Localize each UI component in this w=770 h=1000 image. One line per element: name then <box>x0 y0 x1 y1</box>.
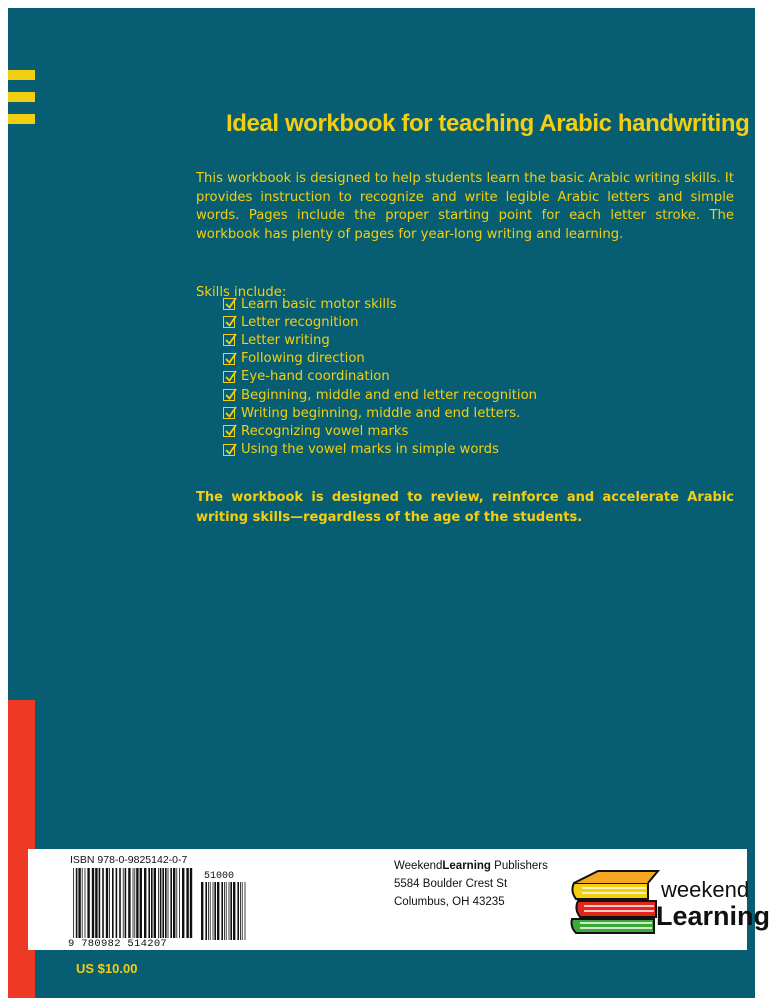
barcode-bar <box>99 868 101 938</box>
barcode-bar <box>240 882 241 940</box>
books-logo-icon <box>568 867 660 939</box>
barcode-bar <box>226 882 227 940</box>
closing-note: The workbook is designed to review, reinforce and accelerate Arabic writing skills—regardless of the age of the students. <box>196 490 734 525</box>
yellow-stripe <box>8 92 35 102</box>
barcode-bar <box>112 868 114 938</box>
skill-label: Letter recognition <box>241 314 359 330</box>
barcode-bar <box>233 882 235 940</box>
skill-item <box>223 295 537 313</box>
barcode-bar <box>85 868 86 938</box>
addon-digits: 51000 <box>204 871 235 882</box>
barcode-bar <box>154 868 156 938</box>
barcode-bar <box>119 868 121 938</box>
skill-item <box>223 441 537 459</box>
skill-item <box>223 422 537 440</box>
skill-label: Writing beginning, middle and end letters. <box>241 405 521 421</box>
barcode-bar <box>116 868 118 938</box>
barcode-bar <box>210 882 211 940</box>
barcode-bar <box>109 868 110 938</box>
barcode-bar <box>148 868 150 938</box>
barcode-bar <box>208 882 209 940</box>
publisher-block <box>394 857 548 911</box>
barcode-bar <box>230 882 232 940</box>
barcode-bar <box>123 868 124 938</box>
barcode-bar <box>168 868 169 938</box>
barcode-bar <box>229 882 230 940</box>
barcode-bar <box>106 868 108 938</box>
barcode-bar <box>102 868 104 938</box>
barcode-bar <box>133 868 134 938</box>
publisher-city: Columbus, OH 43235 <box>394 896 505 908</box>
isbn-label: ISBN 978-0-9825142-0-7 <box>70 854 188 866</box>
barcode-bar <box>82 868 83 938</box>
skill-item <box>223 331 537 349</box>
checkbox-icon <box>223 353 235 365</box>
barcode-bar <box>140 868 142 938</box>
barcode-bar <box>186 868 188 938</box>
barcode-bar <box>237 882 239 940</box>
barcode-bar <box>144 868 146 938</box>
barcode-bar <box>160 868 162 938</box>
barcode-bar <box>95 868 97 938</box>
skill-label: Letter writing <box>241 332 330 348</box>
skill-item <box>223 386 537 404</box>
barcode-bar <box>125 868 127 938</box>
isbn-barcode <box>72 868 194 938</box>
logo-text-weekend: weekend <box>661 877 750 902</box>
barcode-bar <box>182 868 184 938</box>
barcode-bar <box>190 868 192 938</box>
yellow-stripe <box>8 70 35 80</box>
price-addon-barcode <box>200 868 246 940</box>
barcode-bar <box>170 868 172 938</box>
barcode-bar <box>92 868 94 938</box>
barcode-bar <box>165 868 167 938</box>
publisher-street: 5584 Boulder Crest St <box>394 878 508 890</box>
skill-item <box>223 350 537 368</box>
checkbox-icon <box>223 334 235 346</box>
barcode-bar <box>173 868 175 938</box>
barcode-bar <box>78 868 80 938</box>
barcode-digits: 9 780982 514207 <box>68 938 168 950</box>
barcode-bar <box>76 868 78 938</box>
skill-label: Learn basic motor skills <box>241 296 397 312</box>
skill-label: Eye-hand coordination <box>241 369 390 385</box>
barcode-bar <box>87 868 89 938</box>
barcode-bar <box>128 868 130 938</box>
barcode-bar <box>242 882 243 940</box>
yellow-stripe <box>8 114 35 124</box>
barcode-bar <box>224 882 225 940</box>
barcode-panel <box>28 849 770 950</box>
skill-label: Recognizing vowel marks <box>241 423 409 439</box>
barcode-bar <box>201 882 203 940</box>
skill-label: Beginning, middle and end letter recognition <box>241 387 538 403</box>
barcode-bar <box>176 868 177 938</box>
barcode-bar <box>214 882 216 940</box>
barcode-bar <box>217 882 219 940</box>
publisher-name: WeekendLearning Publishers <box>394 860 548 872</box>
skill-label: Following direction <box>241 351 365 367</box>
description-paragraph: This workbook is designed to help students learn the basic Arabic writing skills. It provides instruction to recognize and write legible Arabic letters and simple words. Pages include the proper starting point for each letter stroke. The workbook has plenty of pages for year-long writing and learning. <box>196 171 734 242</box>
skill-item <box>223 368 537 386</box>
barcode-bar <box>245 882 246 940</box>
logo-text-learning: Learning <box>656 901 770 931</box>
checkbox-icon <box>223 371 235 383</box>
barcode-bar <box>213 882 214 940</box>
barcode-bar <box>179 868 180 938</box>
checkbox-icon <box>223 298 235 310</box>
cover-title: Ideal workbook for teaching Arabic handwriting <box>226 110 750 137</box>
checkbox-icon <box>223 425 235 437</box>
skill-item <box>223 404 537 422</box>
barcode-bar <box>162 868 164 938</box>
price-label: US $10.00 <box>76 961 138 976</box>
barcode-bar <box>136 868 138 938</box>
barcode-bar <box>151 868 153 938</box>
barcode-bar <box>205 882 207 940</box>
checkbox-icon <box>223 316 235 328</box>
checkbox-icon <box>223 389 235 401</box>
skills-list <box>223 295 537 459</box>
barcode-bar <box>134 868 135 938</box>
barcode-bar <box>73 868 74 938</box>
checkbox-icon <box>223 407 235 419</box>
skills-heading: Skills include: <box>196 285 287 300</box>
checkbox-icon <box>223 444 235 456</box>
barcode-bar <box>158 868 159 938</box>
barcode-bar <box>221 882 223 940</box>
skill-item <box>223 313 537 331</box>
skill-label: Using the vowel marks in simple words <box>241 442 499 458</box>
